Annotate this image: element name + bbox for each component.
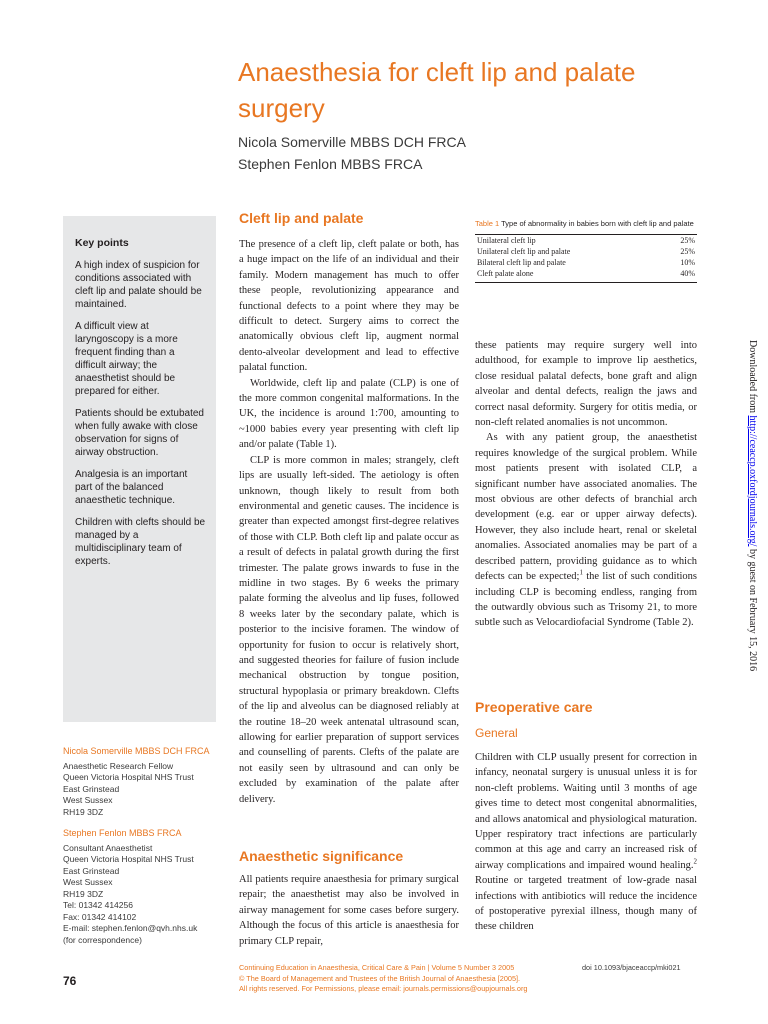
table-cell-percent: 25% (680, 247, 695, 256)
body-column-right (475, 338, 697, 631)
table-cell-percent: 10% (680, 258, 695, 267)
key-point-item: A high index of suspicion for conditions associated with cleft lip and palate should be maintained. (75, 260, 202, 310)
body-column-middle (239, 237, 459, 807)
footer-line: Continuing Education in Anaesthesia, Critical Care & Pain | Volume 5 Number 3 2005 (239, 963, 515, 972)
doi: doi 10.1093/bjaceaccp/mki021 (582, 963, 681, 972)
paragraph (475, 430, 697, 630)
affiliation-line: Queen Victoria Hospital NHS Trust (63, 772, 194, 782)
table-label: Table 1 (475, 219, 500, 228)
affiliation-line: RH19 3DZ (63, 888, 104, 899)
table-cell-type: Unilateral cleft lip (477, 236, 536, 245)
table-cell-type: Cleft palate alone (477, 269, 534, 278)
author-affiliation (63, 746, 233, 818)
table-row (475, 235, 697, 246)
affiliation-name: Nicola Somerville MBBS DCH FRCA (63, 746, 210, 756)
table-cell-percent: 40% (680, 269, 695, 278)
body-column-middle-lower (239, 872, 459, 949)
table-row (475, 246, 697, 257)
affiliation-line: Consultant Anaesthetist (63, 842, 153, 853)
key-points-heading: Key points (75, 237, 129, 249)
article-title: Anaesthesia for cleft lip and palate surgery (238, 57, 636, 123)
section-heading-anaesthetic: Anaesthetic significance (239, 848, 404, 864)
affiliation-line: (for correspondence) (63, 934, 142, 945)
paragraph: All patients require anaesthesia for primary surgical repair; the anaesthetist may also be involved in airway management for some cases before surgery. Although the focus of this article is anaesthesia for primary CLP repair, (239, 874, 459, 947)
paragraph-text: As with any patient group, the anaesthetist requires knowledge of the surgical problem. While most patients present with isolated CLP, a significant number have associated anomalies. The most obvious are other defects of branchial arch development (e.g. ear or upper airway defects). However, they also include heart, renal or skeletal anomalies. Associated anomalies may be part of a described pattern, providing guidance as to which defects can be expected; (475, 432, 697, 583)
table-row (475, 268, 697, 279)
table-cell-percent: 25% (680, 236, 695, 245)
table-caption (475, 218, 697, 229)
affiliation-line: West Sussex (63, 877, 113, 887)
paragraph: Worldwide, cleft lip and palate (CLP) is one of the more common congenital malformations. In the UK, the incidence is around 1:700, amounting to ~1000 babies every year presenting with cleft lip and/or palate (Table 1). (239, 377, 459, 451)
footer-line: All rights reserved. For Permissions, please email: journals.permissions@oupjournals.org (239, 984, 528, 994)
download-notice-text (746, 340, 758, 671)
key-points-box (63, 216, 216, 722)
paragraph (475, 750, 697, 935)
paragraph-text: the list of such conditions including CLP is becoming endless, ranging from the outwardly obvious such as Trisomy 21, to more subtle such as Velocardiofacial Syndrome (Table 2). (475, 571, 697, 629)
affiliation-line: Anaesthetic Research Fellow (63, 760, 174, 771)
affiliation-line: West Sussex (63, 795, 113, 805)
table-caption-text: Type of abnormality in babies born with cleft lip and palate (501, 219, 694, 228)
key-point-item: Children with clefts should be managed by a multidisciplinary team of experts. (75, 517, 206, 567)
section-heading-cleft: Cleft lip and palate (239, 210, 364, 226)
key-point-item: Patients should be extubated when fully awake with close observation for signs of airway obstruction. (75, 408, 204, 458)
paragraph: CLP is more common in males; strangely, cleft lips are usually left-sided. The aetiology is often unknown, though likely to result from both environmental and genetic causes. The incidence is greater than expected amongst first-degree relatives of those with CLP. Both cleft lip and palate occur as a result of defects in palatal growth during the first trimester. The palate grows inwards to fuse in the midline in two stages. By 6 weeks the primary palate forming the alveolus and lip fuses, followed 8 weeks later by the secondary palate, which is posterior to the incisive foramen. The window of opportunity for fusion to occur is relatively short, and suggested theories for failure of fusion include mechanical obstruction by tongue position, structural hypoplasia or primary breakdown. Clefts of the lip and alveolus can be diagnosed reliably at the routine 18–20 week antenatal ultrasound scan, allowing for earlier preparation of support services and counselling of parents. Clefts of the palate are not easily seen by ultrasound and can only be excluded by examination of the palate after delivery. (239, 454, 459, 805)
author-name: Nicola Somerville MBBS DCH FRCA (238, 134, 466, 150)
body-column-right-lower (475, 750, 697, 935)
affiliation-name: Stephen Fenlon MBBS FRCA (63, 828, 182, 838)
footer-line: © The Board of Management and Trustees of the British Journal of Anaesthesia [2005]. (239, 973, 521, 983)
table-cell-type: Bilateral cleft lip and palate (477, 258, 566, 267)
affiliation-line: RH19 3DZ (63, 806, 104, 817)
table-row (475, 257, 697, 268)
affiliation-line: Queen Victoria Hospital NHS Trust (63, 854, 194, 864)
section-heading-preoperative: Preoperative care (475, 699, 593, 715)
affiliation-line: East Grinstead (63, 783, 120, 794)
paragraph: these patients may require surgery well into adulthood, for example to improve lip aesthetics, close residual palatal defects, bone graft and align alveolar and dental defects, realign the jaws and correct nasal deformity. Surgery for otitis media, or non-cleft related anomalies is not uncommon. (475, 340, 697, 429)
citation: 1 (579, 568, 583, 577)
paragraph: The presence of a cleft lip, cleft palate or both, has a huge impact on the life of an individual and their family. Modern management has much to offer these people, revolutionizing appearance and functional defects to a point where they may be difficult to detect. Surgery aims to correct the anatomically obvious cleft lip, augment normal dento-alveolar development and lead to effective palatal function. (239, 239, 459, 374)
download-notice-prefix: Downloaded from (747, 340, 758, 416)
author-affiliation (63, 828, 233, 946)
author-name: Stephen Fenlon MBBS FRCA (238, 156, 423, 172)
citation: 2 (693, 857, 697, 866)
table-rule (475, 282, 697, 283)
paragraph-text: Routine or targeted treatment of low-grade nasal infections with antibiotics will reduce the incidence of postoperative pyrexial illness, though many of these children (475, 875, 697, 933)
affiliation-line: Tel: 01342 414256 (63, 900, 133, 910)
table-cell-type: Unilateral cleft lip and palate (477, 247, 571, 256)
paragraph-text: Children with CLP usually present for correction in infancy, neonatal surgery is unusual unless it is for non-cleft problems. Waiting until 3 months of age gives time to detect most congenital abnormalities, and allows anatomical and physiological maturation. Upper respiratory tract infections are particularly common at this age and carry an increased risk of airway complications and impaired wound healing. (475, 752, 697, 871)
table-1 (475, 218, 697, 283)
subsection-heading-general: General (475, 726, 518, 740)
affiliation-email[interactable]: E-mail: stephen.fenlon@qvh.nhs.uk (63, 923, 198, 933)
affiliation-line: Fax: 01342 414102 (63, 911, 137, 922)
download-link[interactable]: http://ceaccp.oxfordjournals.org/ (747, 415, 758, 547)
key-point-item: A difficult view at laryngoscopy is a more frequent finding than a difficult airway; the anaesthetist should be prepared for either. (75, 321, 178, 397)
key-point-item: Analgesia is an important part of the balanced anaesthetic technique. (75, 469, 188, 506)
affiliation-line: East Grinstead (63, 865, 120, 876)
download-notice-suffix: by guest on February 15, 2016 (747, 546, 758, 672)
page-number: 76 (63, 974, 77, 988)
